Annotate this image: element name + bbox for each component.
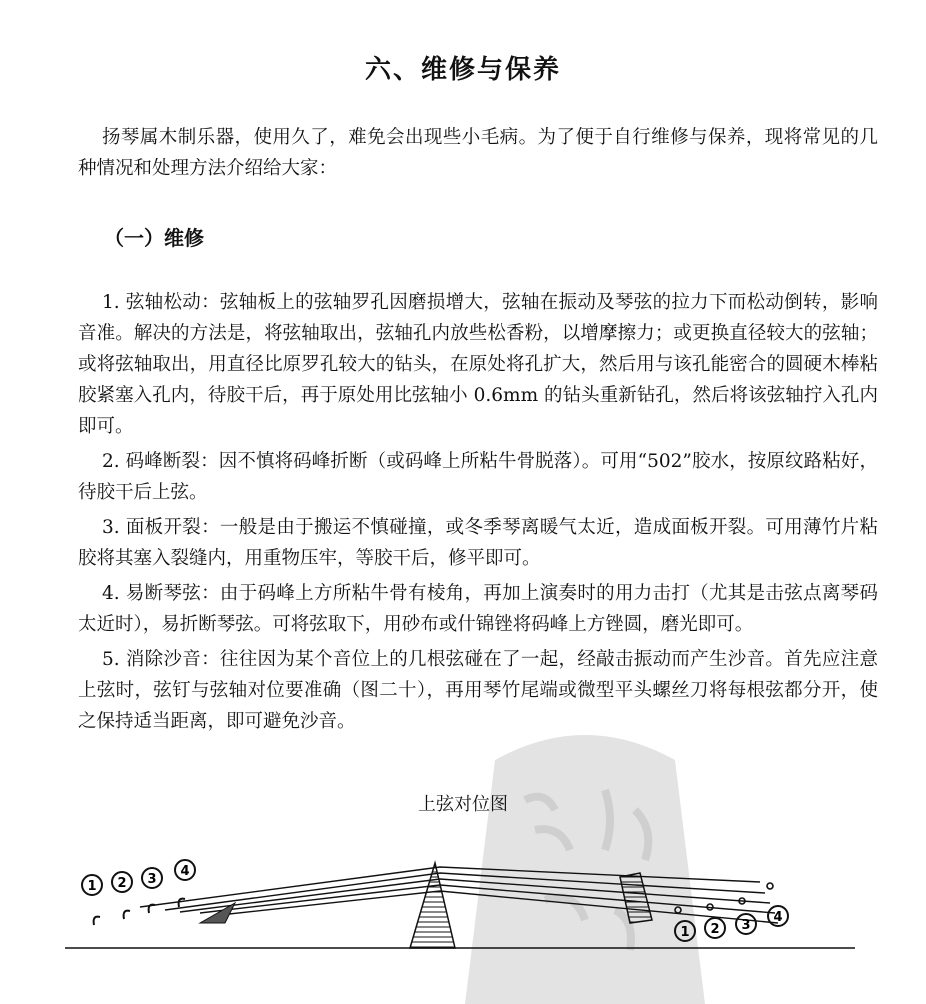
intro-paragraph: 扬琴属木制乐器，使用久了，难免会出现些小毛病。为了便于自行维修与保养，现将常见的几种情况和处理方法介绍给大家： <box>78 127 878 179</box>
svg-text:3: 3 <box>147 872 157 887</box>
svg-text:4: 4 <box>773 910 783 925</box>
right-label <box>675 921 695 941</box>
repair-item: 2. 码峰断裂：因不慎将码峰折断（或码峰上所粘牛骨脱落）。可用“502”胶水，按原纹路粘好，待胶干后上弦。 <box>78 451 878 503</box>
repair-item: 5. 消除沙音：往往因为某个音位上的几根弦碰在了一起，经敲击振动而产生沙音。首先应注意上弦时，弦钉与弦轴对位要准确（图二十），再用琴竹尾端或微型平头螺丝刀将每根弦都分开，使之保持适当距离，即可避免沙音。 <box>78 649 878 732</box>
figure-caption: 上弦对位图 <box>418 794 508 815</box>
repair-items <box>78 287 878 741</box>
right-label <box>768 906 788 926</box>
page-title: 六、维修与保养 <box>364 55 561 86</box>
svg-text:4: 4 <box>180 864 190 879</box>
repair-item: 1. 弦轴松动：弦轴板上的弦轴罗孔因磨损增大，弦轴在振动及琴弦的拉力下而松动倒转，影响音准。解决的方法是，将弦轴取出，弦轴孔内放些松香粉，以增摩擦力；或更换直径较大的弦轴；或将弦轴取出，用直径比原罗孔较大的钻头，在原处将孔扩大，然后用与该孔能密合的圆硬木棒粘胶紧塞入孔内，待胶干后，再于原处用比弦轴小 0.6mm 的钻头重新钻孔，然后将该弦轴拧入孔内即可。 <box>78 292 878 437</box>
repair-item: 3. 面板开裂：一般是由于搬运不慎碰撞，或冬季琴离暖气太近，造成面板开裂。可用薄竹片粘胶将其塞入裂缝内，用重物压牢，等胶干后，修平即可。 <box>78 517 878 569</box>
left-label <box>175 860 195 880</box>
string-alignment-diagram <box>60 845 860 965</box>
svg-text:2: 2 <box>117 876 127 891</box>
left-label <box>112 872 132 892</box>
svg-text:1: 1 <box>87 879 97 894</box>
strings <box>140 867 778 923</box>
left-label <box>82 875 102 895</box>
svg-text:1: 1 <box>680 925 690 940</box>
left-labels <box>82 860 195 895</box>
right-label <box>705 918 725 938</box>
section-heading: （一）维修 <box>104 226 204 250</box>
right-bridge <box>620 873 652 923</box>
right-labels <box>675 906 788 941</box>
right-label <box>736 914 756 934</box>
svg-text:2: 2 <box>710 922 720 937</box>
left-label <box>142 868 162 888</box>
repair-item: 4. 易断琴弦：由于码峰上方所粘牛骨有棱角，再加上演奏时的用力击打（尤其是击弦点离琴码太近时），易折断琴弦。可将弦取下，用砂布或什锦锉将码峰上方锉圆，磨光即可。 <box>78 583 878 635</box>
svg-text:3: 3 <box>741 918 751 933</box>
